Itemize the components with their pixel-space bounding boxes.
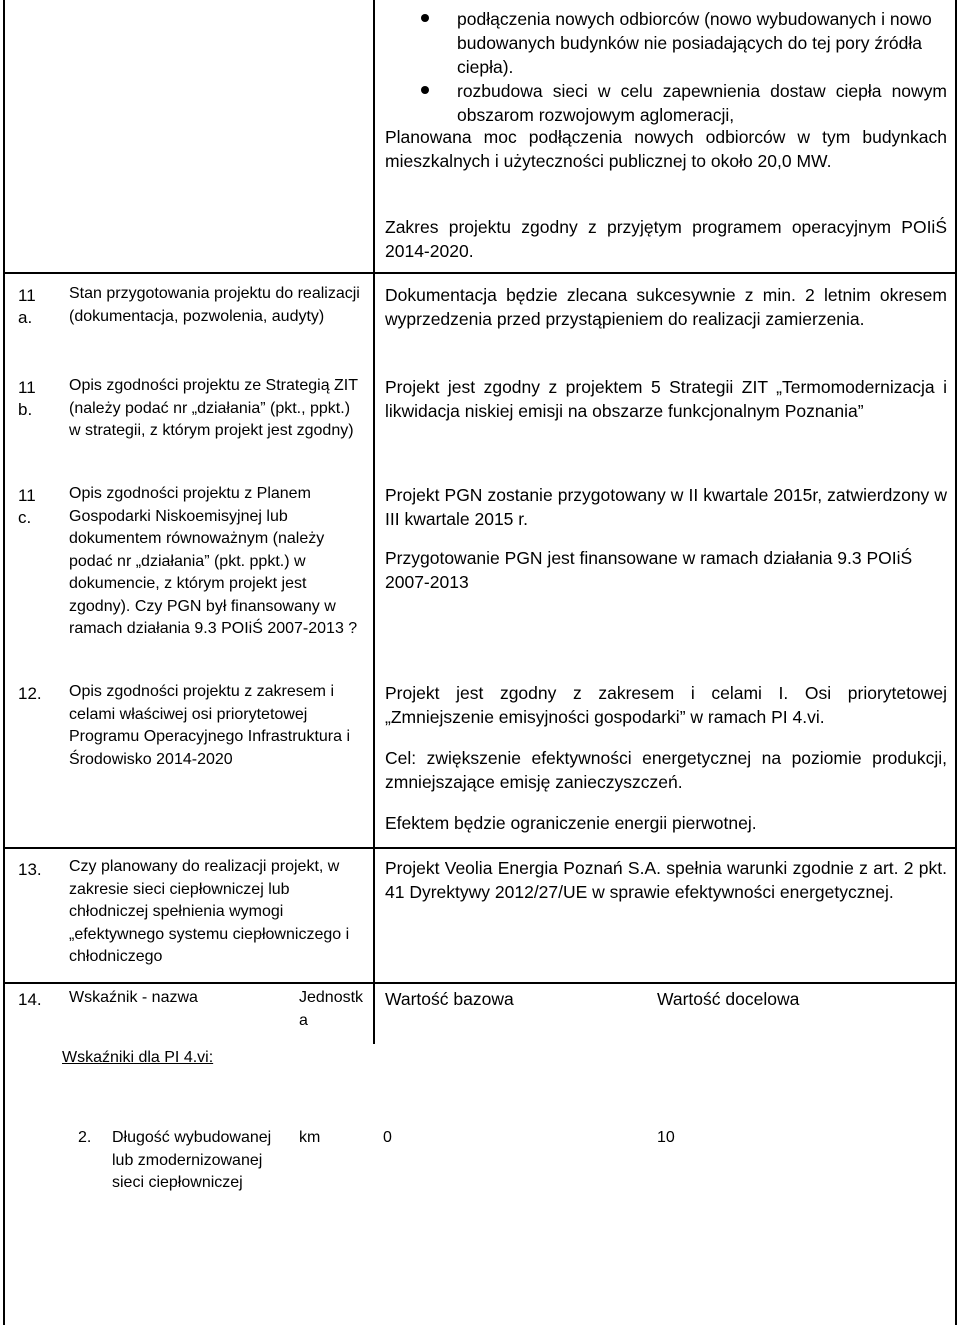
- row-number: 11 a.: [18, 286, 36, 327]
- indicator-section-label: Wskaźniki dla PI 4.vi:: [62, 1049, 214, 1066]
- row-answer: Projekt Veolia Energia Poznań S.A. spełnia warunki zgodnie z art. 2 pkt. 41 Dyrektywy 2012/27/UE w sprawie efektywności energetycznej.: [385, 858, 947, 902]
- indicator-name-header: Wskaźnik - nazwa: [69, 989, 198, 1006]
- row-number: 13.: [18, 860, 42, 879]
- intro-paragraph: Zakres projektu zgodny z przyjętym programem operacyjnym POIiŚ 2014-2020.: [385, 217, 947, 261]
- row-answer-block: [385, 483, 947, 594]
- row-answer: Projekt jest zgodny z projektem 5 Strategii ZIT „Termomodernizacja i likwidacja niskiej emisji na obszarze funkcjonalnym Poznania”: [385, 377, 947, 421]
- intro-bullet-text: podłączenia nowych odbiorców (nowo wybudowanych i nowo budowanych budynków nie posiadających do tej pory źródła ciepła).: [457, 9, 932, 77]
- indicator-unit-header: Jednostka: [299, 989, 364, 1029]
- row-divider: [3, 847, 957, 849]
- row-number: 11 b.: [18, 378, 36, 419]
- table-border-left: [3, 0, 5, 1325]
- row-question: Stan przygotowania projektu do realizacji (dokumentacja, pozwolenia, audyty): [69, 285, 360, 325]
- row-answer: Cel: zwiększenie efektywności energetycznej na poziomie produkcji, zmniejszające emisję zanieczyszczeń.: [385, 748, 947, 792]
- row-answer: Dokumentacja będzie zlecana sukcesywnie z min. 2 letnim okresem wyprzedzenia przed przystąpieniem do realizacji zamierzenia.: [385, 285, 947, 329]
- indicator-item-number: 2.: [78, 1129, 92, 1146]
- row-answer: Przygotowanie PGN jest finansowane w ramach działania 9.3 POIiŚ 2007-2013: [385, 548, 913, 592]
- row-divider: [3, 982, 957, 984]
- indicator-item-name: Długość wybudowanej lub zmodernizowanej sieci ciepłowniczej: [112, 1129, 272, 1191]
- column-divider-lower: [373, 982, 375, 1044]
- row-divider: [3, 272, 957, 274]
- row-question: Opis zgodności projektu z zakresem i celami właściwej osi priorytetowej Programu Operacyjnego Infrastruktura i Środowisko 2014-2020: [69, 683, 351, 768]
- row-number: 11 c.: [18, 486, 36, 527]
- row-question: Opis zgodności projektu ze Strategią ZIT (należy podać nr „działania” (pkt., ppkt.) w strategii, z którym projekt jest zgodny): [69, 377, 358, 439]
- table-border-right: [955, 0, 957, 1325]
- indicator-target-header: Wartość docelowa: [657, 989, 800, 1009]
- intro-bullet-text: rozbudowa sieci w celu zapewnienia dostaw ciepła nowym obszarom rozwojowym aglomeracji,: [457, 81, 947, 125]
- column-divider: [373, 0, 375, 982]
- intro-bullet-item: [457, 79, 947, 127]
- row-answer: Projekt PGN zostanie przygotowany w II kwartale 2015r, zatwierdzony w III kwartale 2015 r.: [385, 485, 947, 529]
- row-number: 14.: [18, 990, 42, 1009]
- row-question: Opis zgodności projektu z Planem Gospodarki Niskoemisyjnej lub dokumentem równoważnym (należy podać nr „działania” (pkt. ppkt.) w dokumencie, z którym projekt jest zgodny). Czy PGN był finansowany w ramach działania 9.3 POIiŚ 2007-2013 ?: [69, 485, 358, 637]
- intro-bullet-item: [457, 7, 947, 79]
- row-answer: Efektem będzie ograniczenie energii pierwotnej.: [385, 813, 757, 833]
- indicator-item-target: 10: [657, 1129, 675, 1146]
- intro-bullets: [457, 7, 947, 127]
- row-answer-block: [385, 681, 947, 835]
- bullet-icon: [421, 86, 429, 94]
- indicator-base-header: Wartość bazowa: [385, 989, 514, 1009]
- intro-paragraph: Planowana moc podłączenia nowych odbiorców w tym budynkach mieszkalnych i użyteczności publicznej to około 20,0 MW.: [385, 127, 947, 171]
- row-number: 12.: [18, 684, 42, 703]
- row-answer: Projekt jest zgodny z zakresem i celami I. Osi priorytetowej „Zmniejszenie emisyjności gospodarki” w ramach PI 4.vi.: [385, 683, 947, 727]
- bullet-icon: [421, 14, 429, 22]
- indicator-item-base: 0: [383, 1129, 392, 1146]
- indicator-item-unit: km: [299, 1129, 321, 1146]
- row-question: Czy planowany do realizacji projekt, w zakresie sieci ciepłowniczej lub chłodniczej spełnienia wymogi „efektywnego systemu ciepłowniczego i chłodniczego: [69, 858, 350, 965]
